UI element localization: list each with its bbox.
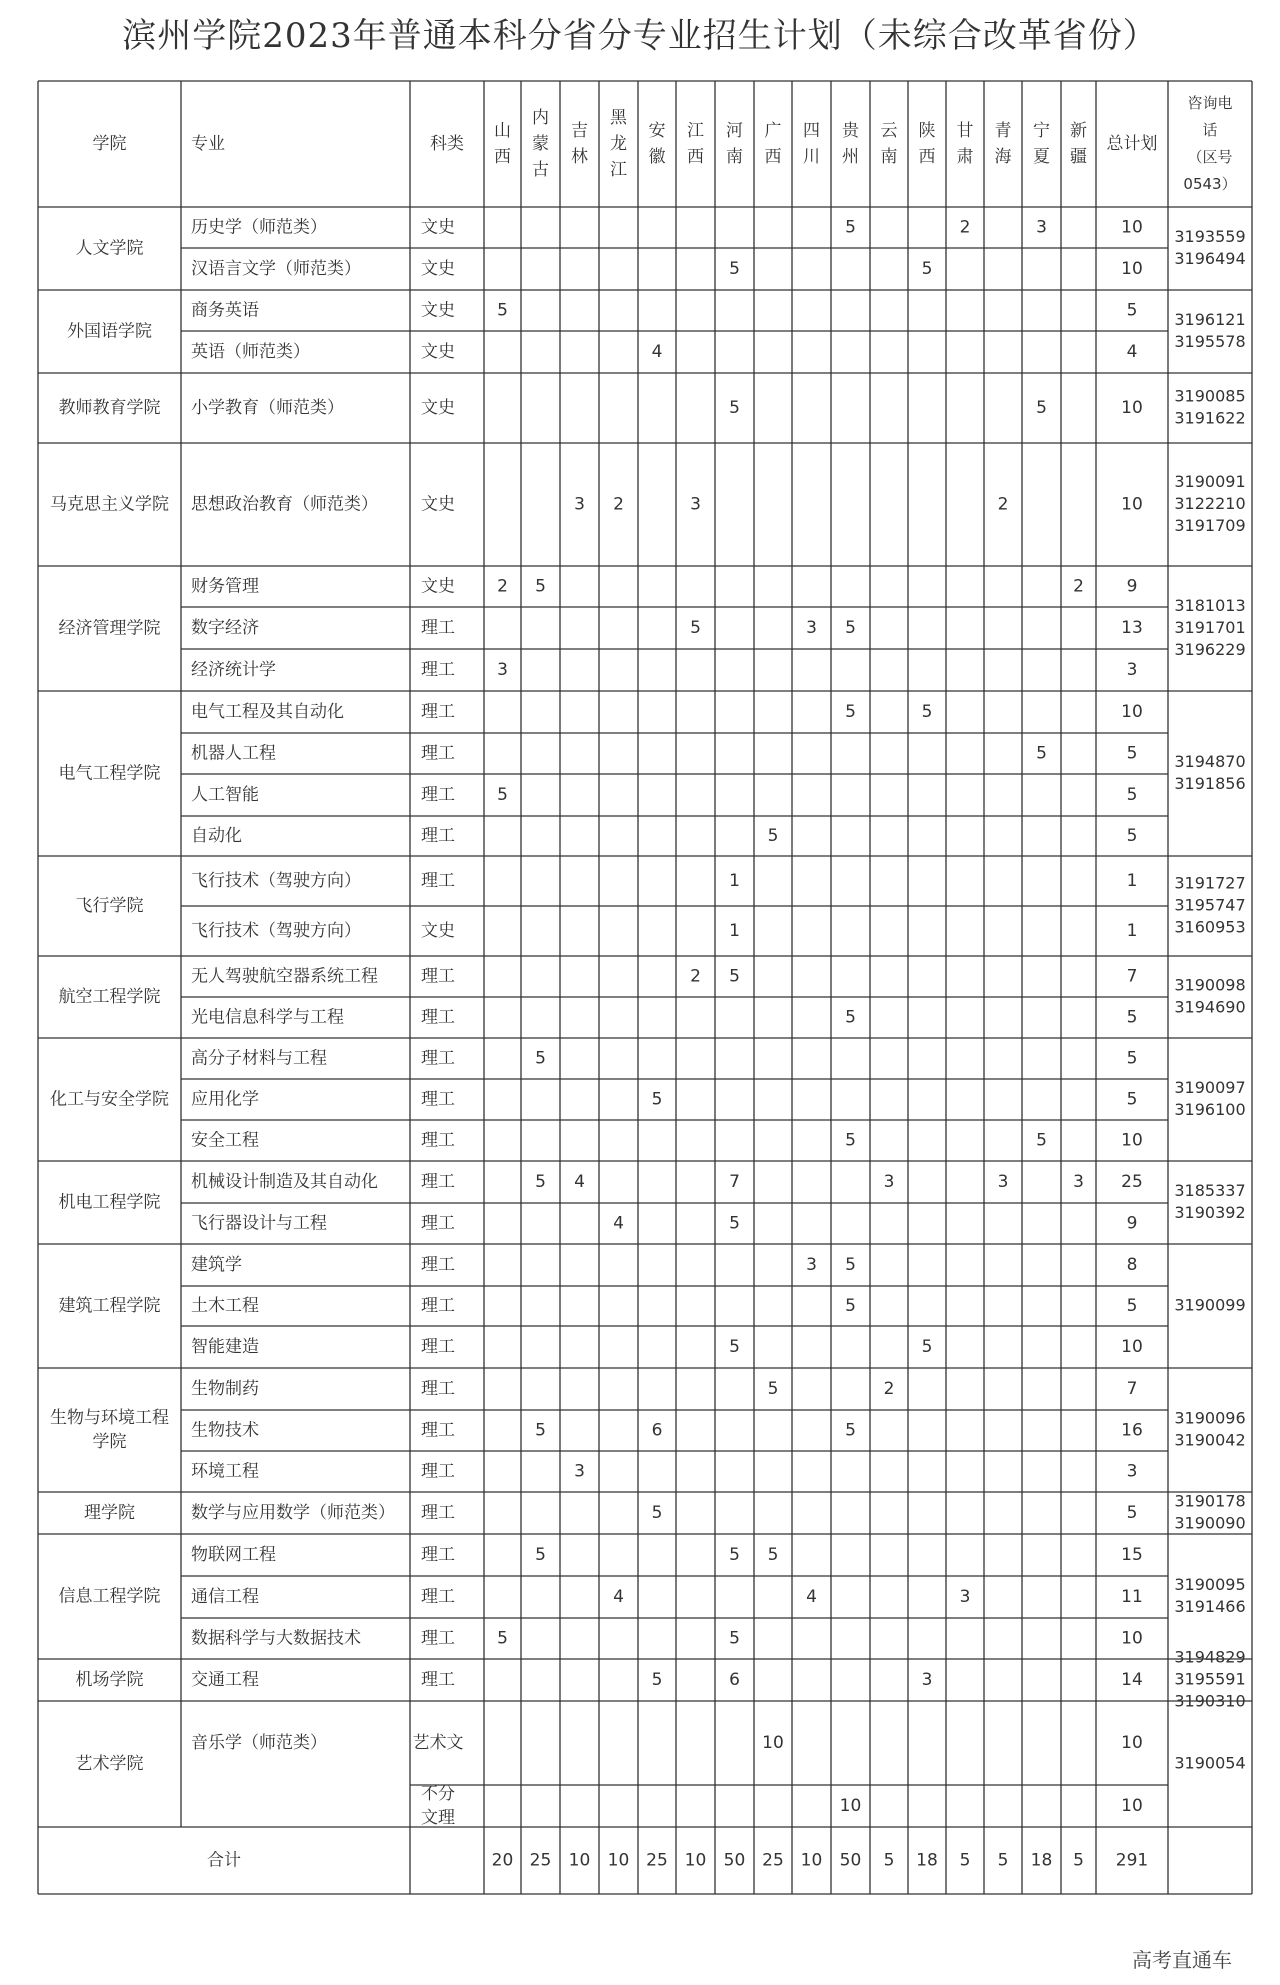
- footer-value-cell: 18: [1030, 1850, 1053, 1871]
- category-cell: 理工: [421, 1089, 455, 1110]
- header-province: 疆: [1070, 147, 1087, 167]
- college-name-cell: 信息工程学院: [58, 1586, 161, 1607]
- header-province: 西: [918, 147, 936, 167]
- college-name-cell: 马克思主义学院: [50, 494, 169, 515]
- plan-value-cell: 10: [762, 1733, 784, 1753]
- plan-value-cell: 3: [883, 1172, 895, 1192]
- category-cell: 理工: [421, 1379, 455, 1399]
- major-cell: 数据科学与大数据技术: [191, 1628, 361, 1649]
- plan-value-cell: 4: [806, 1587, 817, 1607]
- plan-value-cell: 3: [997, 1172, 1009, 1192]
- footer-total-cell: 291: [1115, 1850, 1149, 1871]
- category-cell: 理工: [421, 826, 455, 846]
- plan-value-cell: 5: [921, 1337, 933, 1357]
- category-cell: 理工: [421, 743, 455, 764]
- college-name-cell: 化工与安全学院: [50, 1089, 169, 1110]
- header-province: 夏: [1033, 147, 1050, 167]
- category-cell: 理工: [421, 1255, 455, 1275]
- phone-cell: 3191727: [1174, 873, 1246, 893]
- row-total-cell: 10: [1121, 1337, 1143, 1357]
- footer-value-cell: 20: [491, 1850, 514, 1871]
- header-phone: 话: [1202, 121, 1218, 139]
- phone-cell: 3195747: [1174, 895, 1246, 915]
- category-cell: 文理: [421, 1808, 455, 1828]
- category-cell: 文史: [421, 300, 455, 321]
- category-cell: 文史: [421, 259, 455, 279]
- category-cell: 理工: [421, 871, 455, 891]
- major-cell: 飞行器设计与工程: [191, 1213, 327, 1234]
- header-province: 蒙: [532, 134, 549, 154]
- phone-cell: 3193559: [1174, 227, 1246, 246]
- header-province: 林: [571, 147, 588, 167]
- plan-value-cell: 6: [729, 1670, 740, 1690]
- category-cell: 理工: [421, 660, 455, 680]
- row-total-cell: 11: [1121, 1587, 1143, 1607]
- row-total-cell: 10: [1121, 1628, 1143, 1649]
- major-cell: 自动化: [191, 826, 242, 846]
- category-cell: 理工: [421, 966, 455, 987]
- plan-value-cell: 5: [845, 702, 856, 722]
- header-province: 宁: [1033, 121, 1050, 141]
- plan-value-cell: 3: [1036, 217, 1047, 238]
- header-province: 川: [803, 147, 820, 167]
- category-cell: 理工: [421, 1545, 455, 1565]
- college-name-cell: 航空工程学院: [58, 987, 161, 1007]
- plan-value-cell: 2: [883, 1379, 895, 1399]
- category-cell: 文史: [421, 921, 455, 941]
- header-province: 州: [842, 147, 859, 167]
- plan-value-cell: 3: [574, 494, 585, 515]
- header-province: 安: [648, 121, 666, 141]
- major-cell: 光电信息科学与工程: [191, 1007, 344, 1028]
- plan-value-cell: 5: [845, 1420, 856, 1441]
- college-name-cell: 生物与环境工程: [50, 1408, 169, 1428]
- header-province: 海: [994, 147, 1012, 167]
- row-total-cell: 1: [1126, 921, 1138, 941]
- plan-value-cell: 5: [921, 702, 933, 722]
- footer-label: 合计: [207, 1850, 241, 1871]
- header-phone: （区号: [1187, 148, 1233, 166]
- footer-value-cell: 10: [800, 1850, 823, 1871]
- footer-value-cell: 25: [762, 1850, 784, 1871]
- phone-cell: 3195591: [1174, 1669, 1246, 1689]
- plan-value-cell: 5: [845, 1296, 856, 1316]
- category-cell: 理工: [421, 1587, 455, 1607]
- footer-value-cell: 50: [723, 1850, 746, 1871]
- college-name-cell: 电气工程学院: [58, 763, 161, 784]
- header-province: 古: [532, 160, 549, 180]
- footer-value-cell: 10: [607, 1850, 630, 1871]
- college-name-cell: 外国语学院: [67, 321, 152, 342]
- phone-cell: 3190095: [1174, 1575, 1246, 1594]
- plan-value-cell: 4: [613, 1213, 624, 1234]
- phone-cell: 3190392: [1174, 1203, 1246, 1222]
- major-cell: 数学与应用数学（师范类）: [191, 1503, 395, 1523]
- college-name-cell: 机电工程学院: [58, 1192, 161, 1213]
- plan-value-cell: 3: [690, 494, 701, 515]
- plan-value-cell: 5: [845, 1130, 856, 1151]
- row-total-cell: 1: [1126, 871, 1138, 891]
- row-total-cell: 5: [1126, 1503, 1138, 1523]
- plan-value-cell: 4: [613, 1587, 624, 1607]
- header-category: 科类: [430, 134, 464, 154]
- phone-cell: 3190054: [1174, 1753, 1246, 1773]
- plan-value-cell: 4: [574, 1172, 585, 1192]
- plan-value-cell: 5: [1036, 1130, 1047, 1151]
- major-cell: 电气工程及其自动化: [191, 702, 344, 722]
- watermark-text: 高考直通车: [1132, 1948, 1232, 1972]
- row-total-cell: 10: [1121, 702, 1143, 722]
- category-cell: 艺术文: [412, 1733, 464, 1753]
- header-province: 陕: [918, 121, 936, 141]
- header-province: 黑: [610, 108, 627, 128]
- plan-value-cell: 7: [729, 1172, 740, 1192]
- row-total-cell: 3: [1126, 1461, 1138, 1482]
- plan-value-cell: 3: [806, 1255, 817, 1275]
- plan-value-cell: 4: [651, 342, 663, 362]
- header-province: 内: [532, 108, 549, 128]
- college-name-cell: 机场学院: [75, 1670, 144, 1690]
- major-cell: 数字经济: [191, 618, 259, 638]
- plan-value-cell: 1: [729, 921, 740, 941]
- footer-value-cell: 18: [916, 1850, 938, 1871]
- phone-cell: 3196121: [1174, 310, 1246, 329]
- college-name-cell: 理学院: [84, 1503, 135, 1523]
- row-total-cell: 10: [1121, 1796, 1143, 1816]
- major-cell: 汉语言文学（师范类）: [191, 259, 361, 279]
- college-name-cell: 建筑工程学院: [58, 1296, 161, 1316]
- row-total-cell: 7: [1126, 966, 1138, 987]
- phone-cell: 3190178: [1174, 1491, 1246, 1511]
- header-province: 南: [726, 147, 743, 167]
- category-cell: 理工: [421, 1130, 455, 1151]
- plan-value-cell: 3: [959, 1587, 971, 1607]
- row-total-cell: 10: [1121, 259, 1143, 279]
- college-name-cell: 学院: [92, 1432, 127, 1452]
- header-province: 山: [494, 121, 511, 141]
- row-total-cell: 5: [1126, 1007, 1138, 1028]
- college-name-cell: 人文学院: [75, 238, 144, 259]
- major-cell: 小学教育（师范类）: [191, 398, 344, 418]
- header-province: 龙: [610, 134, 627, 154]
- category-cell: 理工: [421, 1503, 455, 1523]
- major-cell: 智能建造: [191, 1337, 259, 1357]
- major-cell: 飞行技术（驾驶方向）: [191, 921, 361, 941]
- category-cell: 文史: [421, 494, 455, 515]
- category-cell: 理工: [421, 1172, 455, 1192]
- phone-cell: 3160953: [1174, 917, 1246, 937]
- plan-value-cell: 5: [767, 826, 779, 846]
- phone-cell: 3191701: [1174, 618, 1246, 637]
- header-major: 专业: [191, 134, 225, 154]
- plan-value-cell: 5: [535, 1420, 546, 1441]
- category-cell: 理工: [421, 1420, 455, 1441]
- header-province: 西: [764, 147, 782, 167]
- plan-value-cell: 5: [767, 1379, 779, 1399]
- row-total-cell: 8: [1126, 1255, 1138, 1275]
- row-total-cell: 15: [1121, 1545, 1143, 1565]
- phone-cell: 3190090: [1174, 1513, 1246, 1533]
- phone-cell: 3194870: [1174, 752, 1246, 771]
- category-cell: 文史: [421, 398, 455, 418]
- header-province: 新: [1070, 121, 1087, 141]
- plan-value-cell: 5: [729, 1213, 740, 1234]
- category-cell: 理工: [421, 1670, 455, 1690]
- plan-value-cell: 3: [1073, 1172, 1084, 1192]
- plan-value-cell: 2: [959, 217, 971, 238]
- college-name-cell: 教师教育学院: [58, 398, 161, 418]
- major-cell: 高分子材料与工程: [191, 1048, 327, 1069]
- category-cell: 不分: [421, 1784, 455, 1804]
- header-province: 西: [687, 147, 704, 167]
- major-cell: 建筑学: [191, 1255, 242, 1275]
- row-total-cell: 13: [1121, 618, 1143, 638]
- college-name-cell: 艺术学院: [75, 1754, 144, 1774]
- row-total-cell: 5: [1126, 1296, 1138, 1316]
- plan-value-cell: 5: [651, 1503, 663, 1523]
- phone-cell: 3191466: [1174, 1597, 1246, 1616]
- major-cell: 机器人工程: [191, 743, 276, 764]
- phone-cell: 3190310: [1174, 1691, 1246, 1711]
- phone-cell: 3191709: [1174, 516, 1246, 535]
- plan-value-cell: 5: [729, 1628, 740, 1649]
- major-cell: 思想政治教育（师范类）: [191, 494, 378, 515]
- header-province: 南: [880, 147, 898, 167]
- major-cell: 应用化学: [191, 1089, 259, 1110]
- row-total-cell: 5: [1126, 743, 1138, 764]
- header-province: 河: [726, 121, 743, 141]
- row-total-cell: 10: [1121, 217, 1143, 238]
- phone-cell: 3196100: [1174, 1100, 1246, 1119]
- phone-cell: 3190091: [1174, 472, 1246, 491]
- header-province: 贵: [842, 121, 859, 141]
- category-cell: 理工: [421, 1628, 455, 1649]
- category-cell: 文史: [421, 576, 455, 597]
- phone-cell: 3194829: [1174, 1647, 1246, 1667]
- phone-cell: 3185337: [1174, 1181, 1246, 1200]
- category-cell: 理工: [421, 618, 455, 638]
- plan-value-cell: 5: [1036, 398, 1047, 418]
- row-total-cell: 5: [1126, 785, 1138, 805]
- row-total-cell: 9: [1126, 1213, 1138, 1234]
- major-cell: 土木工程: [191, 1296, 259, 1316]
- plan-value-cell: 5: [497, 1628, 508, 1649]
- phone-cell: 3190042: [1174, 1430, 1246, 1450]
- plan-value-cell: 5: [535, 1048, 546, 1069]
- row-total-cell: 25: [1121, 1172, 1143, 1192]
- plan-value-cell: 5: [729, 1545, 740, 1565]
- header-province: 吉: [571, 121, 588, 141]
- row-total-cell: 10: [1121, 1130, 1143, 1151]
- phone-cell: 3191622: [1174, 408, 1246, 428]
- page-title: 滨州学院2023年普通本科分省分专业招生计划（未综合改革省份）: [122, 16, 1158, 56]
- plan-value-cell: 5: [535, 1545, 546, 1565]
- phone-cell: 3194690: [1174, 997, 1246, 1017]
- major-cell: 商务英语: [191, 300, 259, 321]
- category-cell: 理工: [421, 785, 455, 805]
- category-cell: 理工: [421, 1213, 455, 1234]
- major-cell: 交通工程: [191, 1670, 259, 1690]
- row-total-cell: 5: [1126, 1048, 1138, 1069]
- plan-value-cell: 2: [997, 494, 1009, 515]
- header-province: 云: [880, 121, 898, 141]
- plan-value-cell: 5: [651, 1089, 663, 1110]
- row-total-cell: 9: [1126, 576, 1138, 597]
- college-name-cell: 飞行学院: [75, 896, 144, 916]
- major-cell: 飞行技术（驾驶方向）: [191, 871, 361, 891]
- plan-value-cell: 5: [729, 259, 740, 279]
- footer-value-cell: 25: [529, 1850, 552, 1871]
- row-total-cell: 10: [1121, 398, 1143, 418]
- plan-value-cell: 3: [497, 660, 508, 680]
- row-total-cell: 5: [1126, 826, 1138, 846]
- plan-value-cell: 6: [651, 1420, 663, 1441]
- major-cell: 人工智能: [191, 785, 259, 805]
- phone-cell: 3190098: [1174, 975, 1246, 995]
- major-cell: 音乐学（师范类）: [191, 1733, 327, 1753]
- plan-value-cell: 5: [535, 1172, 546, 1192]
- college-name-cell: 经济管理学院: [58, 618, 161, 639]
- phone-cell: 3190099: [1174, 1295, 1246, 1315]
- header-province: 江: [687, 121, 704, 141]
- plan-value-cell: 5: [651, 1670, 663, 1690]
- plan-value-cell: 5: [1036, 743, 1047, 764]
- header-province: 四: [803, 121, 820, 141]
- plan-value-cell: 5: [497, 785, 508, 805]
- plan-value-cell: 5: [845, 1255, 856, 1275]
- footer-value-cell: 10: [684, 1850, 707, 1871]
- plan-value-cell: 2: [690, 966, 701, 987]
- major-cell: 安全工程: [191, 1130, 259, 1151]
- category-cell: 理工: [421, 1296, 455, 1316]
- category-cell: 文史: [421, 217, 455, 238]
- footer-value-cell: 50: [839, 1850, 862, 1871]
- row-total-cell: 14: [1121, 1670, 1143, 1690]
- category-cell: 文史: [421, 342, 455, 362]
- footer-value-cell: 10: [568, 1850, 591, 1871]
- major-cell: 通信工程: [191, 1587, 259, 1607]
- row-total-cell: 4: [1126, 342, 1138, 362]
- header-province: 青: [994, 121, 1012, 141]
- plan-value-cell: 5: [535, 576, 546, 597]
- header-college: 学院: [92, 134, 127, 154]
- footer-value-cell: 5: [997, 1850, 1009, 1871]
- phone-cell: 3196494: [1174, 249, 1246, 268]
- major-cell: 财务管理: [191, 576, 259, 597]
- header-province: 西: [494, 147, 511, 167]
- phone-cell: 3190085: [1174, 386, 1246, 406]
- footer-value-cell: 5: [1073, 1850, 1084, 1871]
- header-province: 江: [610, 160, 627, 180]
- category-cell: 理工: [421, 702, 455, 722]
- plan-value-cell: 2: [1073, 576, 1084, 597]
- row-total-cell: 10: [1121, 494, 1143, 515]
- phone-cell: 3122210: [1174, 494, 1246, 513]
- phone-cell: 3190096: [1174, 1408, 1246, 1428]
- plan-value-cell: 5: [729, 966, 740, 987]
- row-total-cell: 7: [1126, 1379, 1138, 1399]
- plan-value-cell: 3: [921, 1670, 933, 1690]
- header-province: 甘: [956, 121, 974, 141]
- major-cell: 机械设计制造及其自动化: [191, 1172, 378, 1192]
- row-total-cell: 5: [1126, 300, 1138, 321]
- category-cell: 理工: [421, 1337, 455, 1357]
- major-cell: 生物制药: [191, 1379, 259, 1399]
- plan-value-cell: 5: [729, 1337, 740, 1357]
- plan-value-cell: 5: [690, 618, 701, 638]
- plan-value-cell: 5: [729, 398, 740, 418]
- plan-value-cell: 5: [845, 618, 856, 638]
- row-total-cell: 5: [1126, 1089, 1138, 1110]
- plan-value-cell: 5: [921, 259, 933, 279]
- header-province: 徽: [648, 147, 666, 167]
- plan-value-cell: 10: [839, 1796, 862, 1816]
- header-province: 广: [764, 121, 782, 141]
- major-cell: 无人驾驶航空器系统工程: [191, 966, 378, 987]
- major-cell: 生物技术: [191, 1420, 259, 1441]
- phone-cell: 3195578: [1174, 332, 1246, 351]
- row-total-cell: 3: [1126, 660, 1138, 680]
- plan-value-cell: 5: [845, 217, 856, 238]
- row-total-cell: 16: [1121, 1420, 1143, 1441]
- phone-cell: 3196229: [1174, 640, 1246, 659]
- footer-value-cell: 25: [646, 1850, 668, 1871]
- footer-value-cell: 5: [959, 1850, 971, 1871]
- plan-value-cell: 3: [806, 618, 817, 638]
- phone-cell: 3190097: [1174, 1078, 1246, 1097]
- plan-value-cell: 5: [497, 300, 508, 321]
- category-cell: 理工: [421, 1461, 455, 1482]
- major-cell: 环境工程: [191, 1461, 259, 1482]
- header-province: 肃: [956, 147, 974, 167]
- plan-value-cell: 3: [574, 1461, 585, 1482]
- row-total-cell: 10: [1121, 1733, 1143, 1753]
- phone-cell: 3191856: [1174, 774, 1246, 793]
- major-cell: 物联网工程: [191, 1545, 276, 1565]
- phone-cell: 3181013: [1174, 596, 1246, 615]
- category-cell: 理工: [421, 1007, 455, 1028]
- header-phone: 咨询电: [1187, 94, 1233, 112]
- footer-value-cell: 5: [883, 1850, 895, 1871]
- plan-value-cell: 5: [767, 1545, 779, 1565]
- plan-value-cell: 2: [613, 494, 624, 515]
- major-cell: 经济统计学: [191, 660, 276, 680]
- major-cell: 历史学（师范类）: [191, 217, 327, 238]
- category-cell: 理工: [421, 1048, 455, 1069]
- header-total: 总计划: [1106, 134, 1158, 154]
- plan-value-cell: 2: [497, 576, 508, 597]
- plan-value-cell: 1: [729, 871, 740, 891]
- header-phone: 0543）: [1183, 175, 1237, 193]
- major-cell: 英语（师范类）: [191, 342, 310, 362]
- plan-value-cell: 5: [845, 1007, 856, 1028]
